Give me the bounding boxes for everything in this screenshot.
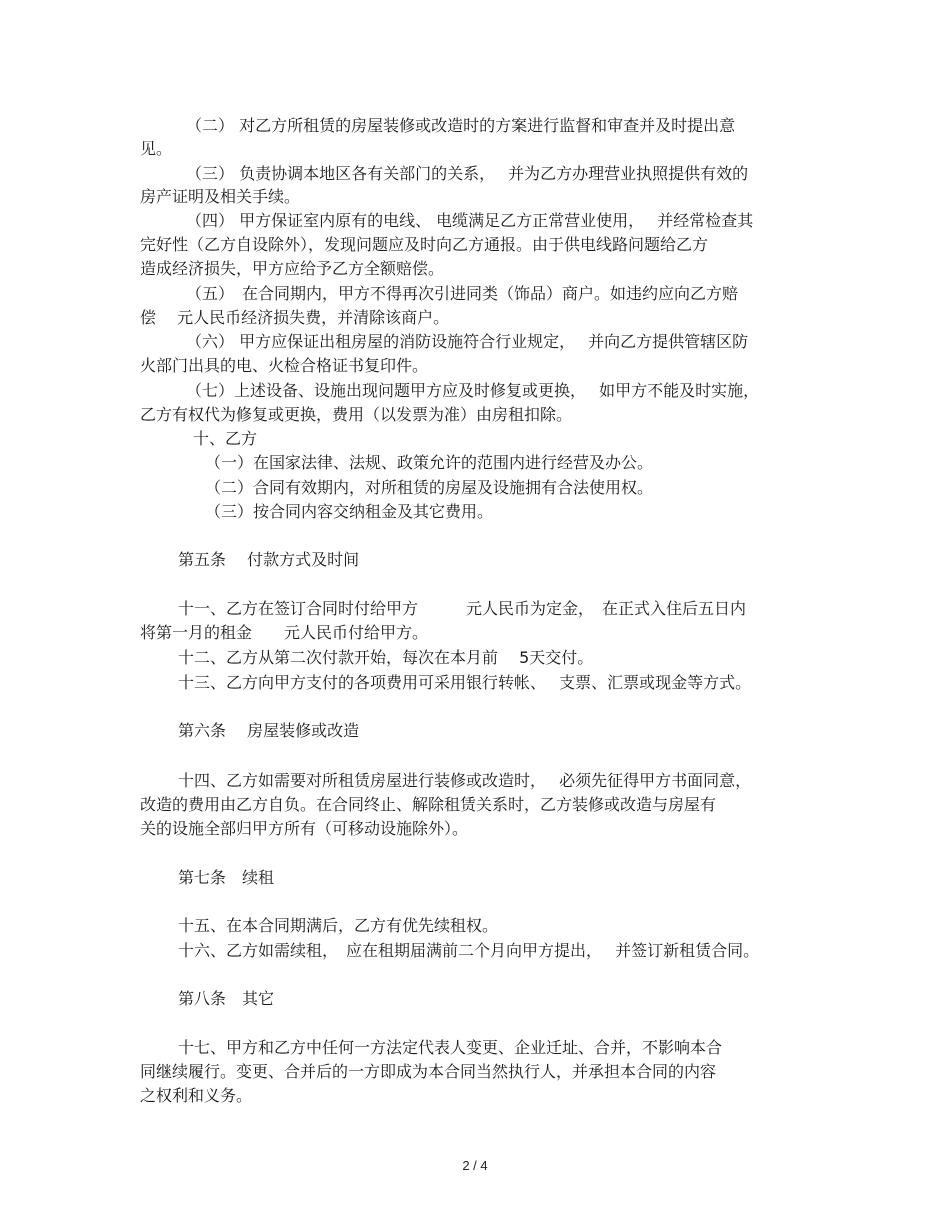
- text-line: （四） 甲方保证室内原有的电线、 电缆满足乙方正常营业使用， 并经常检查其: [186, 211, 754, 230]
- text-line: 完好性（乙方自设除外），发现问题应及时向乙方通报。由于供电线路问题给乙方: [140, 235, 709, 254]
- text-line: （三） 负责协调本地区各有关部门的关系， 并为乙方办理营业执照提供有效的: [186, 164, 749, 183]
- text-line: 十四、乙方如需要对所租赁房屋进行装修或改造时， 必须先征得甲方书面同意，: [178, 771, 752, 790]
- text-line: （一）在国家法律、法规、政策允许的范围内进行经营及办公。: [205, 453, 654, 472]
- article-heading: 第八条 其它: [178, 989, 275, 1008]
- text-line: 见。: [140, 139, 173, 158]
- article-heading: 第七条 续租: [178, 868, 275, 887]
- text-line: （三）按合同内容交纳租金及其它费用。: [205, 502, 494, 521]
- text-line: 关的设施全部归甲方所有（可移动设施除外）。: [140, 819, 469, 838]
- text-line: 十七、甲方和乙方中任何一方法定代表人变更、企业迁址、合并，不影响本合: [178, 1038, 723, 1057]
- text-line: 十一、乙方在签订合同时付给甲方 元人民币为定金， 在正式入住后五日内: [178, 599, 747, 618]
- text-line: （五） 在合同期内，甲方不得再次引进同类（饰品）商户。如违约应向乙方赔: [186, 284, 739, 303]
- text-line: 十五、在本合同期满后，乙方有优先续租权。: [178, 916, 499, 935]
- text-line: 之权利和义务。: [140, 1086, 253, 1105]
- text-line: 乙方有权代为修复或更换，费用（以发票为准）由房租扣除。: [140, 405, 573, 424]
- page-number: 2 / 4: [462, 1158, 488, 1173]
- text-line: 改造的费用由乙方自负。在合同终止、解除租赁关系时，乙方装修或改造与房屋有: [140, 795, 717, 814]
- text-line: 偿 元人民币经济损失费，并清除该商户。: [140, 308, 450, 327]
- text-line: 火部门出具的电、火检合格证书复印件。: [140, 356, 429, 375]
- text-line: 房产证明及相关手续。: [140, 187, 301, 206]
- text-line: 十二、乙方从第二次付款开始，每次在本月前 5天交付。: [178, 648, 594, 667]
- text-line: （二） 对乙方所租赁的房屋装修或改造时的方案进行监督和审查并及时提出意: [186, 116, 736, 135]
- text-line: 造成经济损失，甲方应给予乙方全额赔偿。: [140, 259, 445, 278]
- text-line: 将第一月的租金 元人民币付给甲方。: [140, 623, 429, 642]
- section-heading: 十、乙方: [193, 429, 258, 448]
- text-line: （二）合同有效期内，对所租赁的房屋及设施拥有合法使用权。: [205, 478, 654, 497]
- text-line: 十六、乙方如需续租， 应在租期届满前二个月向甲方提出， 并签订新租赁合同。: [178, 941, 760, 960]
- article-heading: 第六条 房屋装修或改造: [178, 721, 360, 740]
- text-line: 十三、乙方向甲方支付的各项费用可采用银行转帐、 支票、汇票或现金等方式。: [178, 673, 752, 692]
- text-line: 同继续履行。变更、合并后的一方即成为本合同当然执行人，并承担本合同的内容: [140, 1062, 717, 1081]
- text-line: （六） 甲方应保证出租房屋的消防设施符合行业规定， 并向乙方提供管辖区防: [186, 332, 749, 351]
- text-line: （七）上述设备、设施出现问题甲方应及时修复或更换， 如甲方不能及时实施，: [186, 381, 760, 400]
- article-heading: 第五条 付款方式及时间: [178, 550, 360, 569]
